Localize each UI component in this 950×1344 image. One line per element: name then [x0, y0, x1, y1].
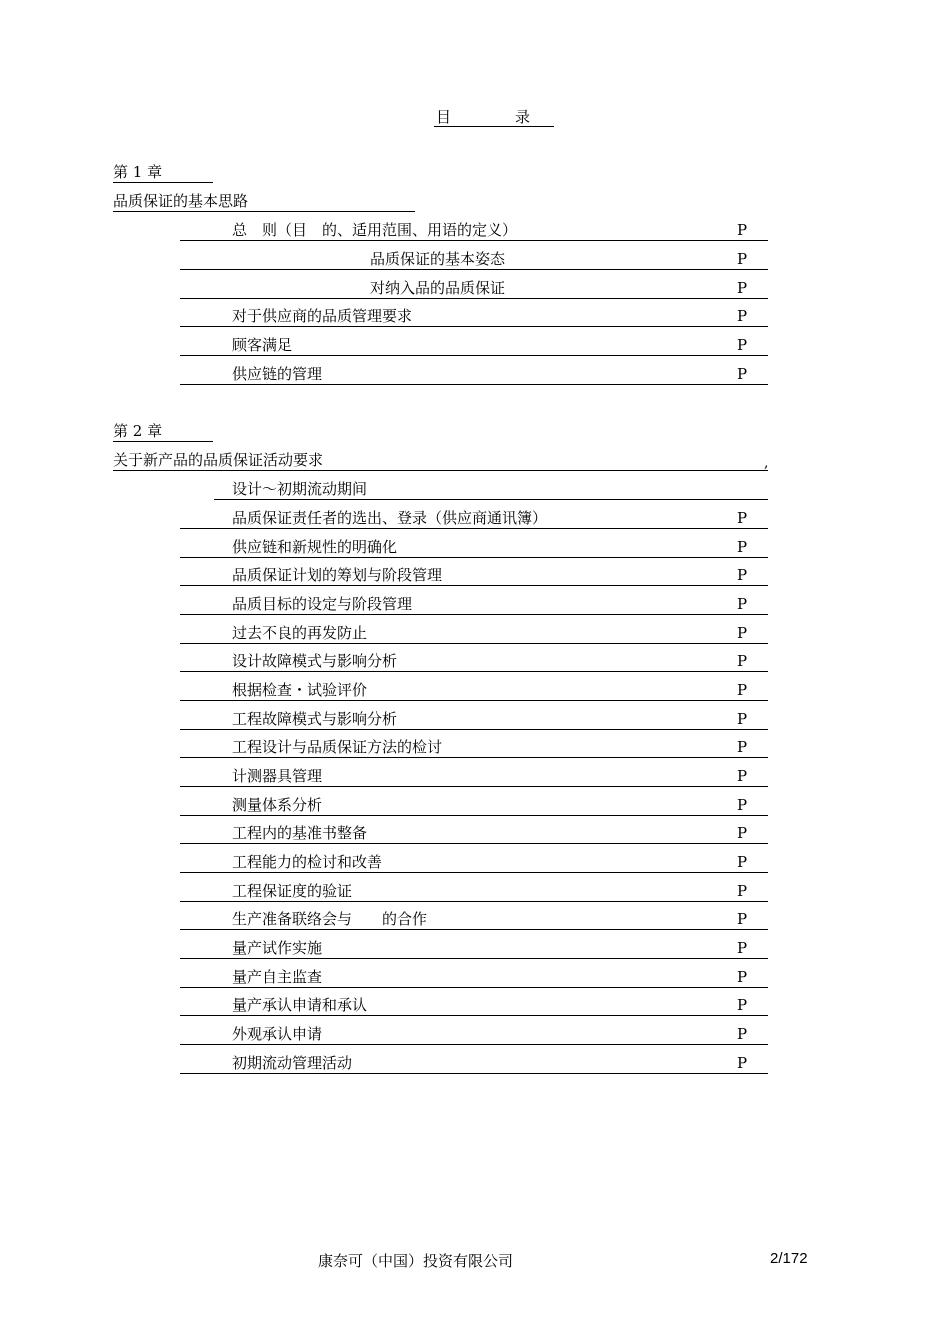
toc-entry-label: 对纳入品的品质保证: [370, 279, 506, 297]
toc-entry: [180, 651, 768, 672]
toc-title-right: 录: [515, 108, 531, 126]
toc-entry-page: P: [737, 336, 748, 354]
chapter-2-label: 第 2 章: [113, 421, 213, 442]
toc-entry-label: 工程设计与品质保证方法的检讨: [232, 738, 443, 756]
toc-entry-page: P: [737, 738, 748, 756]
toc-entry-label: 外观承认申请: [232, 1025, 323, 1043]
toc-entry-label: 总 则（目 的、适用范围、用语的定义）: [232, 221, 518, 239]
toc-entry: [180, 623, 768, 644]
toc-entry: [180, 364, 768, 385]
toc-entry-page: P: [737, 796, 748, 814]
toc-entry-label: 设计故障模式与影响分析: [232, 652, 398, 670]
toc-entry-page: P: [737, 566, 748, 584]
toc-entry: [180, 335, 768, 356]
toc-entry: [180, 680, 768, 701]
toc-entry-label: 工程保证度的验证: [232, 882, 353, 900]
toc-entry-label: 初期流动管理活动: [232, 1054, 353, 1072]
section-subheading-label: 设计～初期流动期间: [232, 480, 368, 498]
toc-entry: [180, 967, 768, 988]
toc-entry-label: 过去不良的再发防止: [232, 624, 368, 642]
toc-entry-label: 计测器具管理: [232, 767, 323, 785]
toc-entry-label: 生产准备联络会与 的合作: [232, 910, 428, 928]
toc-entry-page: P: [737, 624, 748, 642]
toc-entry-page: P: [737, 250, 748, 268]
toc-entry: [180, 766, 768, 787]
toc-entry-page: P: [737, 939, 748, 957]
toc-entry-label: 顾客满足: [232, 336, 293, 354]
toc-entry: [180, 508, 768, 529]
toc-entry: [180, 249, 768, 270]
toc-entry-page: P: [737, 853, 748, 871]
toc-entry-label: 供应链的管理: [232, 365, 323, 383]
toc-entry-label: 品质目标的设定与阶段管理: [232, 595, 413, 613]
toc-entry: [180, 995, 768, 1016]
toc-entry: [180, 594, 768, 615]
toc-entry-label: 工程能力的检讨和改善: [232, 853, 383, 871]
toc-entry-page: P: [737, 1025, 748, 1043]
toc-entry-label: 量产试作实施: [232, 939, 323, 957]
toc-entry-label: 测量体系分析: [232, 796, 323, 814]
chapter-2-comma: ,: [764, 455, 769, 471]
toc-entry-page: P: [737, 1054, 748, 1072]
toc-entry-label: 根据检查・试验评价: [232, 681, 368, 699]
toc-entry: [180, 823, 768, 844]
toc-entry-page: P: [737, 307, 748, 325]
toc-entry-label: 品质保证计划的筹划与阶段管理: [232, 566, 443, 584]
toc-entry-page: P: [737, 767, 748, 785]
toc-entry: [180, 537, 768, 558]
toc-entry: [180, 909, 768, 930]
toc-entry-page: P: [737, 710, 748, 728]
chapter-2-title: 关于新产品的品质保证活动要求: [113, 450, 768, 471]
toc-entry-label: 品质保证责任者的选出、登录（供应商通讯簿）: [232, 509, 548, 527]
toc-entry-label: 品质保证的基本姿态: [370, 250, 506, 268]
toc-entry-label: 工程内的基准书整备: [232, 824, 368, 842]
toc-entry-page: P: [737, 996, 748, 1014]
toc-entry-page: P: [737, 681, 748, 699]
toc-entry: [180, 220, 768, 241]
toc-entry-page: P: [737, 221, 748, 239]
toc-entry: [180, 565, 768, 586]
toc-entry-page: P: [737, 910, 748, 928]
chapter-1-label: 第 1 章: [113, 162, 213, 183]
toc-entry: [180, 1024, 768, 1045]
toc-entry-label: 对于供应商的品质管理要求: [232, 307, 413, 325]
toc-entry-label: 量产自主监查: [232, 968, 323, 986]
section-subheading: [214, 479, 768, 500]
toc-entry-label: 工程故障模式与影响分析: [232, 710, 398, 728]
toc-title-left: 目: [436, 108, 452, 126]
toc-entry-page: P: [737, 279, 748, 297]
toc-entry-page: P: [737, 882, 748, 900]
toc-entry: [180, 795, 768, 816]
toc-entry-page: P: [737, 595, 748, 613]
toc-entry-page: P: [737, 824, 748, 842]
toc-entry: [180, 709, 768, 730]
toc-entry-page: P: [737, 365, 748, 383]
toc-entry: [180, 1053, 768, 1074]
chapter-1-title: 品质保证的基本思路: [113, 191, 415, 212]
toc-entry: [180, 852, 768, 873]
toc-entry-page: P: [737, 968, 748, 986]
toc-title: [434, 106, 554, 127]
footer-page-number: 2/172: [770, 1250, 808, 1267]
toc-entry: [180, 306, 768, 327]
toc-entry-page: P: [737, 652, 748, 670]
toc-entry-label: 量产承认申请和承认: [232, 996, 368, 1014]
toc-entry-page: P: [737, 509, 748, 527]
toc-entry: [180, 881, 768, 902]
toc-entry-page: P: [737, 538, 748, 556]
toc-entry: [180, 938, 768, 959]
toc-entry: [180, 737, 768, 758]
footer-company: 康奈可（中国）投资有限公司: [318, 1252, 514, 1270]
toc-entry-label: 供应链和新规性的明确化: [232, 538, 398, 556]
toc-entry: [180, 278, 768, 299]
